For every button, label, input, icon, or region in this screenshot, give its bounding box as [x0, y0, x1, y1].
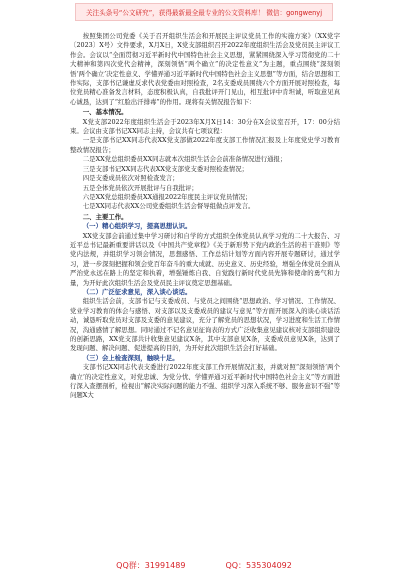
opinions-paragraph: 组织生活会前，支部书记与支委成员、与党员之间围绕“思想政治、学习情况、工作情况、党业学习教育的体会与感悟、对支部以及支委成员的建议与意见”等方面开展深入的谈心谈话活动，诚恳听取党员对支部及支委的意见建议，充分了解党员的思想状况，学习进度和生活工作情况，沟通感情了解思想。同时通过不记名意见征询表的方式广泛收集意见建议核对支部组织建设的创新思路，XX党支部共计收集意见建议X条，其中支部意见X条，支委成员意见X条，达到了发现问题、解决问题、促进提高的目的，为开好此次组织生活会打好基础。	[70, 297, 340, 353]
study-paragraph: XX党支部会前通过集中学习研讨和自学的方式组织全体党员认真学习党的二十大报告、习近平总书记最新重要讲话以及《中国共产党章程》《关于新形势下党内政治生活的若干准则》等党内法规，并组织学习领会情况，思想感悟、工作总结计划等方面内容开展专题研讨，通过学习，进一步深刻把握和领会党百年奋斗的重大成就、历史意义、历史经验，增强全体党员全面从严治党永远在路上的坚定和执着，增强锤炼自我、自觉践行新时代党员先锋和使命的勇气和力量，为开好此次组织生活会及党员民主评议奠定思想基础。	[70, 231, 340, 287]
qq-group: QQ群：31991489	[116, 560, 186, 570]
footer-contacts	[0, 555, 408, 575]
basic-paragraph: X党支部2022年度组织生活会于2023年X月X日14：30分在X会议室召开，17：00分结束。会议由支部书记XX同志主持，会议共有七项议程：	[70, 117, 340, 136]
subsection-heading-study: （一）精心组织学习，提高思想认识。	[82, 222, 192, 231]
document-body	[70, 32, 340, 552]
banner-text: 关注头条号“公文研究”，获得最新最全最专业的公文资料库！ 微信：gongwenyj	[75, 3, 333, 21]
section-heading-basic: 一、基本情况。	[82, 108, 128, 117]
review-paragraph: 支部书记XX同志代表支委进行2022年度支部工作开展情况汇报，并就对照“深刻领悟‘两个确立’的决定性意义，对党忠诚、为党分忧、学懂弄通习近平新时代中国特色社会主义”等方面进行深入查摆剖析，检视出“解决实际问题的能力不强、组织学习深入系统不够、服务意识不强”等问题X大	[70, 363, 340, 400]
agenda-item: 六是XX党总组织委员XX通报2022年度民主评议党员情况；	[82, 192, 252, 201]
subsection-heading-opinions: （二）广泛征求意见，深入谈心谈话。	[82, 287, 192, 296]
subsection-heading-review: （三）会上检查深刻，触映十足。	[82, 353, 179, 362]
agenda-item: 二是XX党总组织委员XX同志就本次组织生活会会前准备情况进行通报；	[82, 155, 287, 164]
agenda-item: 一是支部书记XX同志代表XX党支部做2022年度支部工作情况汇报及上年度党史学习教育整改情况报告；	[70, 136, 340, 154]
agenda-item: 五是全体党员依次开展批评与自我批评；	[82, 183, 198, 192]
qq-number: QQ：535304092	[225, 560, 292, 570]
agenda-item: 三是支部书记XX同志代表XX党支部党支委对照检查情况；	[82, 164, 248, 173]
top-banner	[0, 0, 408, 24]
intro-paragraph: 按照集团公司党委《关于召开组织生活会和开展民主评议党员工作的实施方案》（XX党字〔2023〕X号）文件要求，X月X日，X党支部组织召开2022年度组织生活会及党员民主评议工作会。会议以“全面贯彻习近平新时代中国特色社会主义思想，紧紧围绕深入学习贯彻党的二十大精神和第四次党代会精神，深刻领悟“两个确立”的决定性意义”为主题，重点围绕“深刻领悟‘两个确立’决定性意义、学懂弄通习近平新时代中国特色社会主义思想”等方面，结合思想和工作实际，支部书记谦虚反求代表党委由对照检查，2名支委成员围绕六个方面开展对照检查，每位党员精心准备发言材料，态度积极认真，自我批评开门见山，相互批评中肯坦诚，听取意见真心诚恳，达到了“红脸出汗排毒”的作用。现将有关情况报告如下：	[70, 32, 340, 106]
section-heading-work: 二、主要工作。	[82, 212, 128, 221]
agenda-item: 四是支委成员依次对照检查发言；	[82, 174, 179, 183]
agenda-item: 七是XX同志代表XX公司党委组织生活会督导组做点评发言。	[82, 202, 255, 211]
